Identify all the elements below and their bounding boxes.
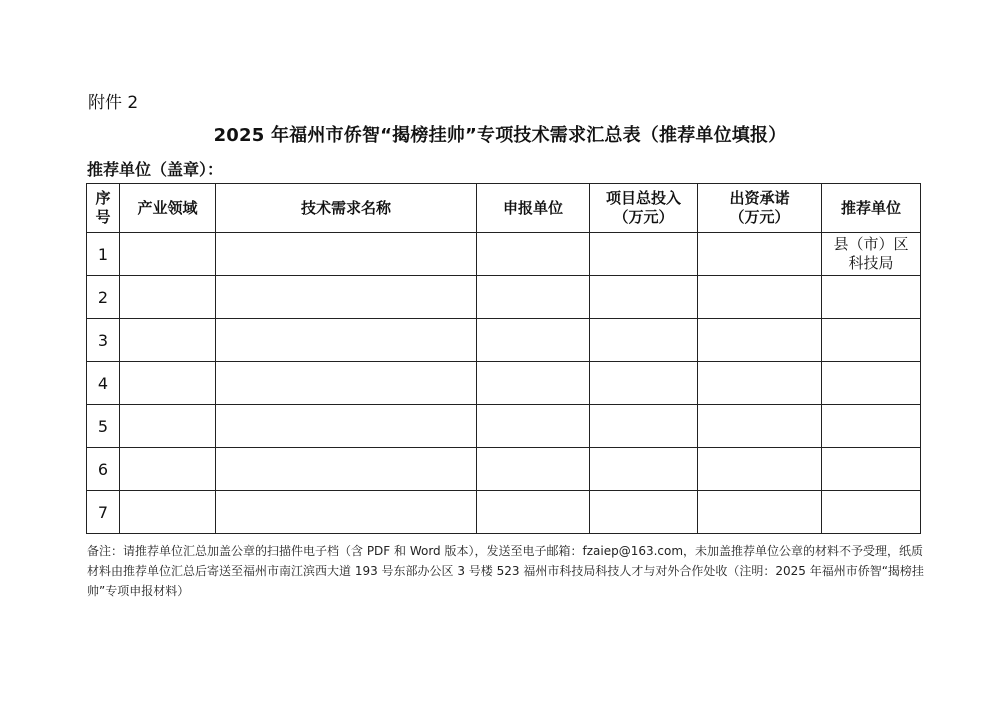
cell-commitment[interactable] (698, 319, 822, 362)
cell-industry[interactable] (120, 319, 216, 362)
cell-applicant[interactable] (477, 405, 590, 448)
cell-total-investment[interactable] (590, 491, 698, 534)
cell-applicant[interactable] (477, 233, 590, 276)
page-title: 2025 年福州市侨智“揭榜挂帅”专项技术需求汇总表（推荐单位填报） (213, 125, 787, 146)
header-commitment (698, 184, 822, 233)
cell-total-investment[interactable] (590, 276, 698, 319)
cell-industry[interactable] (120, 491, 216, 534)
cell-recommender[interactable] (822, 319, 921, 362)
cell-industry[interactable] (120, 405, 216, 448)
cell-tech-name[interactable] (216, 233, 477, 276)
cell-commitment[interactable] (698, 276, 822, 319)
cell-industry[interactable] (120, 362, 216, 405)
cell-applicant[interactable] (477, 448, 590, 491)
cell-applicant[interactable] (477, 319, 590, 362)
cell-tech-name[interactable] (216, 491, 477, 534)
header-tech-name: 技术需求名称 (216, 184, 477, 233)
cell-recommender[interactable] (822, 448, 921, 491)
cell-total-investment[interactable] (590, 448, 698, 491)
cell-tech-name[interactable] (216, 276, 477, 319)
footnote-remark: 备注：请推荐单位汇总加盖公章的扫描件电子档（含 PDF 和 Word 版本），发送至电子邮箱：fzaiep@163.com，未加盖推荐单位公章的材料不予受理，纸质材料由推荐单位汇总后寄送至福州市南江滨西大道 193 号东部办公区 3 号楼 523 福州市科技局科技人才与对外合作处收（注明：2025 年福州市侨智“揭榜挂帅”专项申报材料） (87, 544, 924, 598)
cell-total-investment[interactable] (590, 405, 698, 448)
row-seq: 4 (87, 362, 120, 405)
row-seq: 7 (87, 491, 120, 534)
cell-industry[interactable] (120, 276, 216, 319)
cell-commitment[interactable] (698, 233, 822, 276)
header-commitment-line2: （万元） (729, 208, 790, 226)
cell-recommender (822, 233, 921, 276)
header-seq-line1: 序 (95, 189, 111, 207)
cell-recommender[interactable] (822, 405, 921, 448)
recommend-unit-label: 推荐单位（盖章）： (87, 160, 224, 179)
row-seq: 3 (87, 319, 120, 362)
cell-industry[interactable] (120, 448, 216, 491)
cell-commitment[interactable] (698, 448, 822, 491)
table-row (87, 276, 921, 319)
table-row (87, 405, 921, 448)
cell-recommender[interactable] (822, 276, 921, 319)
cell-applicant[interactable] (477, 276, 590, 319)
cell-industry[interactable] (120, 233, 216, 276)
table-header-row (87, 184, 921, 233)
table-row (87, 362, 921, 405)
header-seq (87, 184, 120, 233)
recommender-line2: 科技局 (848, 254, 894, 272)
cell-applicant[interactable] (477, 491, 590, 534)
row-seq: 6 (87, 448, 120, 491)
cell-recommender[interactable] (822, 491, 921, 534)
header-total-investment (590, 184, 698, 233)
cell-tech-name[interactable] (216, 405, 477, 448)
cell-tech-name[interactable] (216, 448, 477, 491)
table-row (87, 319, 921, 362)
table-row (87, 448, 921, 491)
table-row (87, 233, 921, 276)
header-seq-line2: 号 (95, 208, 111, 226)
header-applicant: 申报单位 (477, 184, 590, 233)
cell-total-investment[interactable] (590, 362, 698, 405)
table-row (87, 491, 921, 534)
header-commitment-line1: 出资承诺 (729, 189, 790, 207)
header-total-investment-line1: 项目总投入 (605, 189, 681, 207)
row-seq: 1 (87, 233, 120, 276)
cell-total-investment[interactable] (590, 233, 698, 276)
row-seq: 5 (87, 405, 120, 448)
cell-commitment[interactable] (698, 491, 822, 534)
cell-total-investment[interactable] (590, 319, 698, 362)
demand-summary-table (86, 183, 921, 534)
cell-tech-name[interactable] (216, 319, 477, 362)
cell-tech-name[interactable] (216, 362, 477, 405)
cell-commitment[interactable] (698, 405, 822, 448)
cell-recommender[interactable] (822, 362, 921, 405)
header-total-investment-line2: （万元） (613, 208, 674, 226)
cell-commitment[interactable] (698, 362, 822, 405)
recommender-line1: 县（市）区 (833, 235, 909, 253)
header-industry: 产业领域 (120, 184, 216, 233)
attachment-label: 附件 2 (88, 93, 139, 113)
row-seq: 2 (87, 276, 120, 319)
header-recommender: 推荐单位 (822, 184, 921, 233)
cell-applicant[interactable] (477, 362, 590, 405)
